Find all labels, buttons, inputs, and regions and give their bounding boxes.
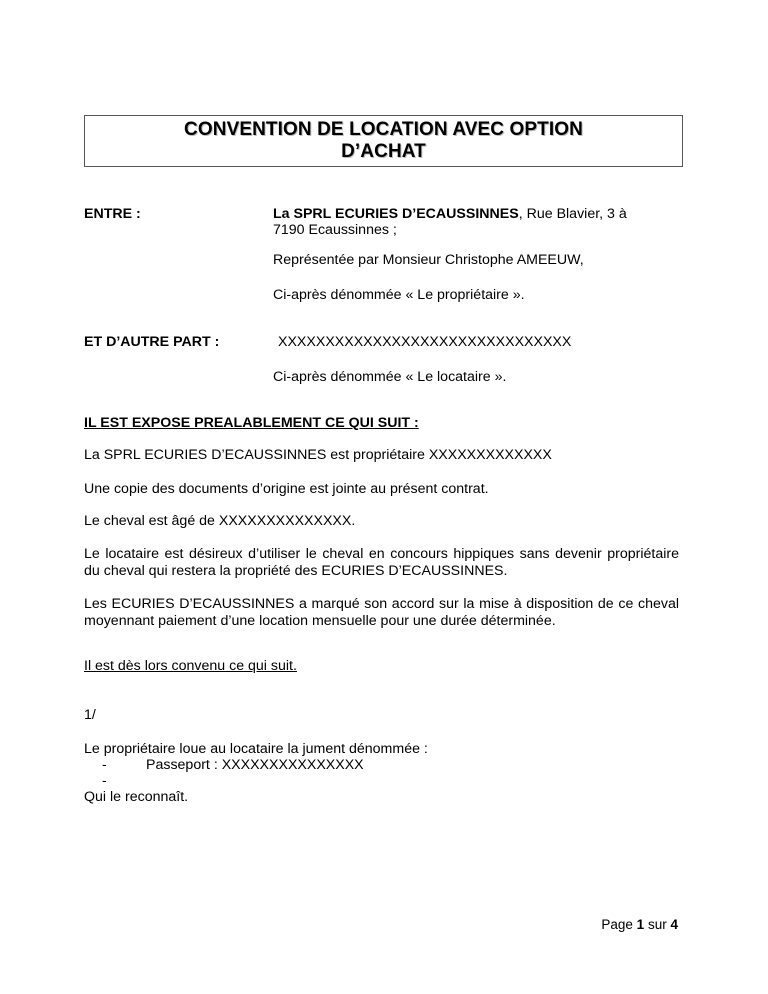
preamble-paragraph-1: La SPRL ECURIES D’ECAUSSINNES est propriétaire XXXXXXXXXXXXX: [84, 447, 552, 463]
passport-item: Passeport : XXXXXXXXXXXXXXX: [146, 757, 364, 773]
preamble-paragraph-3: Le cheval est âgé de XXXXXXXXXXXXXX.: [84, 513, 356, 529]
article-intro: Le propriétaire loue au locataire la jument dénommée :: [84, 741, 428, 757]
agreement-heading: Il est dès lors convenu ce qui suit.: [84, 658, 297, 674]
footer-of-word: sur: [647, 917, 667, 932]
owner-name: La SPRL ECURIES D’ECAUSSINNES: [273, 206, 519, 222]
preamble-heading: IL EST EXPOSE PREALABLEMENT CE QUI SUIT :: [84, 415, 419, 431]
tenant-alias: Ci-après dénommée « Le locataire ».: [273, 369, 507, 385]
article-closing: Qui le reconnaît.: [84, 789, 189, 805]
owner-address-2: 7190 Ecaussinnes ;: [273, 222, 397, 238]
bullet-dash-1: -: [102, 757, 107, 773]
other-party-label: ET D’AUTRE PART :: [84, 334, 220, 350]
footer-page-total: 4: [670, 917, 678, 932]
page-footer: [601, 917, 678, 932]
document-title-line-1: CONVENTION DE LOCATION AVEC OPTION: [184, 119, 583, 140]
owner-address-1: , Rue Blavier, 3 à: [518, 206, 627, 222]
preamble-paragraph-5: Les ECURIES D’ECAUSSINNES a marqué son accord sur la mise à disposition de ce cheval moyennant paiement d’une location mensuelle pour une durée déterminée.: [84, 596, 679, 629]
owner-alias: Ci-après dénommée « Le propriétaire ».: [273, 287, 525, 303]
entre-label: ENTRE :: [84, 206, 141, 222]
document-title-line-2: D’ACHAT: [341, 141, 426, 162]
represented-by: Représentée par Monsieur Christophe AMEEUW,: [273, 252, 584, 268]
footer-page-number: 1: [636, 917, 645, 932]
tenant-name: XXXXXXXXXXXXXXXXXXXXXXXXXXXXXXX: [278, 334, 572, 350]
footer-page-word: Page: [601, 917, 633, 932]
article-number: 1/: [84, 707, 96, 723]
title-box: [84, 115, 683, 167]
preamble-paragraph-4: Le locataire est désireux d’utiliser le cheval en concours hippiques sans devenir propriétaire du cheval qui restera la propriété des ECURIES D’ECAUSSINNES.: [84, 546, 679, 579]
bullet-dash-2: -: [102, 773, 107, 789]
owner-line-1: [273, 206, 627, 223]
preamble-paragraph-2: Une copie des documents d’origine est jointe au présent contrat.: [84, 481, 489, 497]
